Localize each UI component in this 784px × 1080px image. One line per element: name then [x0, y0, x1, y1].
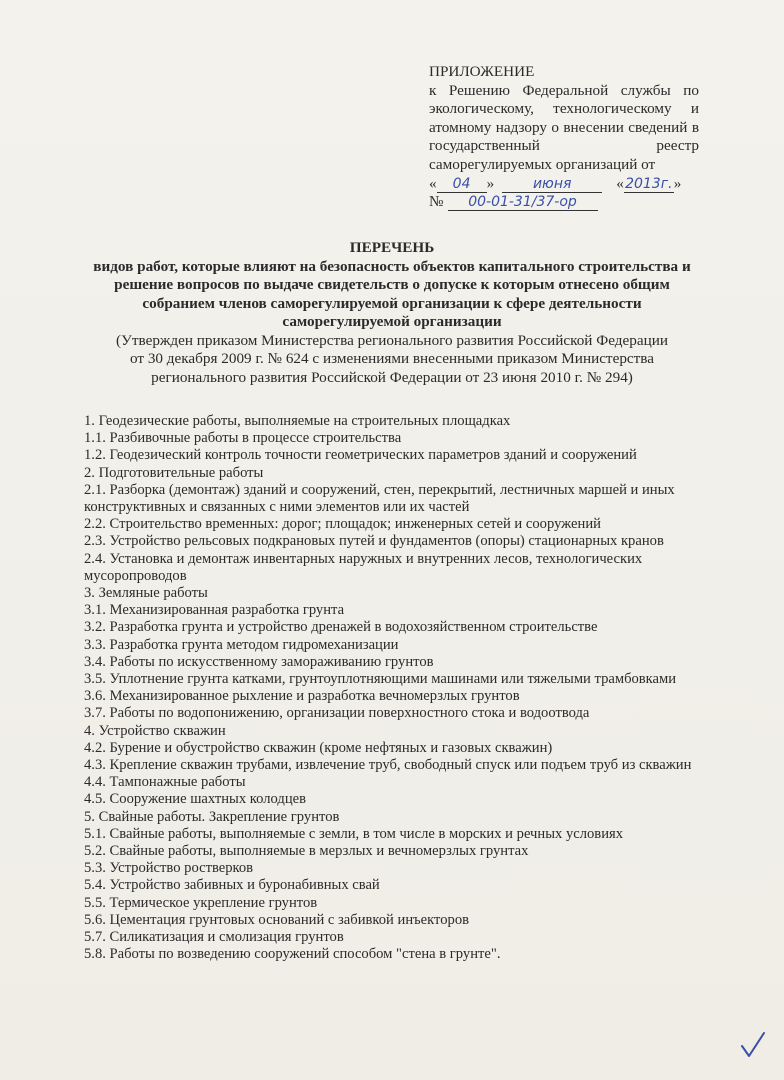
list-item: 3.2. Разработка грунта и устройство дренажей в водохозяйственном строительстве: [84, 619, 598, 636]
list-item: 4.2. Бурение и обустройство скважин (кроме нефтяных и газовых скважин): [84, 739, 553, 756]
appendix-block: [429, 63, 699, 212]
decision-number-row: [429, 193, 699, 212]
list-item: 5.1. Свайные работы, выполняемые с земли, в том числе в морских и речных условиях: [84, 825, 624, 842]
list-item: 2.4. Установка и демонтаж инвентарных наружных и внутренних лесов, технологических мусоропроводов: [84, 550, 643, 584]
heading-subtitle: видов работ, которые влияют на безопасность объектов капитального строительства и решение вопросов по выдаче свидетельств о допуске к которым отнесено общим собранием членов саморегулируемой организации к сфере деятельности саморегулируемой организации: [93, 257, 691, 330]
list-item: 3.1. Механизированная разработка грунта: [84, 602, 345, 619]
list-item: 4.4. Тампонажные работы: [84, 774, 246, 791]
list-item: 4.5. Сооружение шахтных колодцев: [84, 791, 306, 808]
number-sign: №: [429, 193, 444, 211]
works-list: [84, 413, 704, 964]
list-item: 5.3. Устройство ростверков: [84, 860, 254, 877]
list-item: 1.2. Геодезический контроль точности геометрических параметров зданий и сооружений: [84, 447, 637, 464]
list-item: 5.2. Свайные работы, выполняемые в мерзлых и вечномерзлых грунтах: [84, 843, 529, 860]
list-item: 3.3. Разработка грунта методом гидромеханизации: [84, 636, 399, 653]
list-item: 3.4. Работы по искусственному замораживанию грунтов: [84, 653, 434, 670]
year-quote-open: «: [616, 174, 624, 192]
list-item: 2.3. Устройство рельсовых подкрановых путей и фундаментов (опоры) стационарных кранов: [84, 533, 664, 550]
list-item: 5.8. Работы по возведению сооружений способом "стена в грунте".: [84, 946, 501, 963]
heading-approval: (Утвержден приказом Министерства регионального развития Российской Федерации от 30 декабря 2009 г. № 624 с изменениями внесенными приказом Министерства регионального развития Российской Федерации от 23 июня 2010 г. № 294): [116, 331, 668, 386]
list-item: 1.1. Разбивочные работы в процессе строительства: [84, 430, 402, 447]
list-item: 3.5. Уплотнение грунта катками, грунтоуплотняющими машинами или тяжелыми трамбовками: [84, 671, 677, 688]
list-item: 5.6. Цементация грунтовых оснований с забивкой инъекторов: [84, 911, 470, 928]
checkmark-icon: [738, 1030, 768, 1060]
list-item: 5. Свайные работы. Закрепление грунтов: [84, 808, 340, 825]
document-heading: [80, 239, 704, 387]
list-item: 1. Геодезические работы, выполняемые на строительных площадках: [84, 413, 511, 429]
list-item: 3. Земляные работы: [84, 585, 208, 602]
decision-month: июня: [502, 176, 602, 193]
list-item: 2.1. Разборка (демонтаж) зданий и сооружений, стен, перекрытий, лестничных маршей и иных конструктивных и связанных с ними элементов или их частей: [84, 481, 675, 516]
list-item: 4.3. Крепление скважин трубами, извлечение труб, свободный спуск или подъем труб из скважин: [84, 757, 692, 774]
heading-title: ПЕРЕЧЕНЬ: [349, 239, 435, 256]
list-item: 4. Устройство скважин: [84, 722, 226, 739]
decision-number: 00-01-31/37-ор: [448, 194, 598, 211]
list-item: 5.4. Устройство забивных и буронабивных свай: [84, 877, 380, 894]
list-item: 2. Подготовительные работы: [84, 464, 264, 481]
quote-open: «: [429, 174, 437, 192]
list-item: 3.6. Механизированное рыхление и разработка вечномерзлых грунтов: [84, 688, 520, 705]
appendix-text: к Решению Федеральной службы по экологическому, технологическому и атомному надзору о внесении сведений в государственный реестр саморегулируемых организаций от: [429, 81, 699, 173]
list-item: 2.2. Строительство временных: дорог; площадок; инженерных сетей и сооружений: [84, 516, 601, 533]
list-item: 5.5. Термическое укрепление грунтов: [84, 894, 318, 911]
quote-close: »: [486, 174, 495, 192]
decision-date: [429, 175, 699, 194]
year-quote-close: »: [673, 174, 682, 192]
decision-day: 04: [437, 176, 487, 193]
appendix-title: ПРИЛОЖЕНИЕ: [429, 63, 535, 80]
decision-year: 2013г.: [625, 175, 673, 192]
list-item: 3.7. Работы по водопонижению, организации поверхностного стока и водоотвода: [84, 705, 590, 722]
list-item: 5.7. Силикатизация и смолизация грунтов: [84, 929, 344, 946]
